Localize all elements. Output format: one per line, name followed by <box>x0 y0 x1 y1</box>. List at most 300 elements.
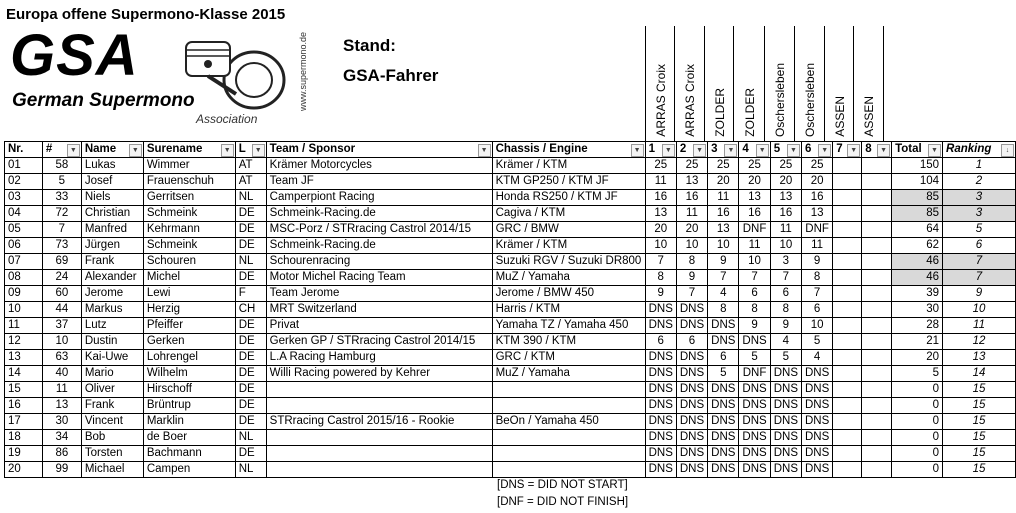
cell-ranking[interactable]: 13 <box>943 350 1016 366</box>
cell-ranking[interactable]: 15 <box>943 398 1016 414</box>
cell-number[interactable]: 69 <box>42 254 81 270</box>
cell-race-5[interactable]: 16 <box>770 206 801 222</box>
cell-team[interactable] <box>266 430 492 446</box>
cell-name[interactable]: Kai-Uwe <box>81 350 143 366</box>
cell-race-6[interactable]: DNF <box>801 222 832 238</box>
cell-race-8[interactable] <box>862 158 892 174</box>
cell-team[interactable]: Team Jerome <box>266 286 492 302</box>
cell-race-8[interactable] <box>862 270 892 286</box>
cell-race-3[interactable]: DNS <box>708 414 739 430</box>
cell-race-6[interactable]: DNS <box>801 462 832 478</box>
cell-country[interactable]: NL <box>235 462 266 478</box>
cell-total[interactable]: 85 <box>892 190 943 206</box>
cell-surname[interactable]: Herzig <box>143 302 235 318</box>
cell-race-8[interactable] <box>862 446 892 462</box>
cell-total[interactable]: 104 <box>892 174 943 190</box>
cell-surname[interactable]: Bachmann <box>143 446 235 462</box>
cell-race-4[interactable]: DNF <box>739 366 770 382</box>
cell-number[interactable]: 58 <box>42 158 81 174</box>
cell-name[interactable]: Oliver <box>81 382 143 398</box>
cell-surname[interactable]: Schouren <box>143 254 235 270</box>
cell-race-4[interactable]: DNS <box>739 414 770 430</box>
cell-total[interactable]: 5 <box>892 366 943 382</box>
cell-race-6[interactable]: 5 <box>801 334 832 350</box>
cell-race-4[interactable]: DNS <box>739 446 770 462</box>
cell-total[interactable]: 62 <box>892 238 943 254</box>
cell-ranking[interactable]: 5 <box>943 222 1016 238</box>
cell-race-1[interactable]: 7 <box>645 254 676 270</box>
cell-name[interactable]: Josef <box>81 174 143 190</box>
filter-dropdown-icon[interactable]: ▼ <box>478 144 491 157</box>
cell-race-5[interactable]: 5 <box>770 350 801 366</box>
cell-nr[interactable]: 20 <box>5 462 43 478</box>
cell-ranking[interactable]: 11 <box>943 318 1016 334</box>
cell-race-7[interactable] <box>833 366 862 382</box>
cell-number[interactable]: 34 <box>42 430 81 446</box>
cell-country[interactable]: DE <box>235 350 266 366</box>
cell-name[interactable]: Torsten <box>81 446 143 462</box>
cell-name[interactable]: Jerome <box>81 286 143 302</box>
cell-race-7[interactable] <box>833 414 862 430</box>
cell-chassis[interactable] <box>492 398 645 414</box>
cell-race-5[interactable]: DNS <box>770 366 801 382</box>
cell-race-6[interactable]: DNS <box>801 366 832 382</box>
cell-team[interactable]: Privat <box>266 318 492 334</box>
cell-country[interactable]: NL <box>235 254 266 270</box>
cell-race-5[interactable]: 8 <box>770 302 801 318</box>
cell-team[interactable] <box>266 382 492 398</box>
cell-name[interactable]: Jürgen <box>81 238 143 254</box>
cell-race-7[interactable] <box>833 158 862 174</box>
cell-race-2[interactable]: DNS <box>676 446 707 462</box>
cell-race-1[interactable]: DNS <box>645 462 676 478</box>
cell-total[interactable]: 28 <box>892 318 943 334</box>
cell-ranking[interactable]: 2 <box>943 174 1016 190</box>
cell-total[interactable]: 0 <box>892 382 943 398</box>
cell-nr[interactable]: 17 <box>5 414 43 430</box>
cell-race-1[interactable]: 11 <box>645 174 676 190</box>
cell-chassis[interactable]: Honda RS250 / KTM JF <box>492 190 645 206</box>
cell-chassis[interactable]: Suzuki RGV / Suzuki DR800 <box>492 254 645 270</box>
cell-race-7[interactable] <box>833 382 862 398</box>
cell-nr[interactable]: 10 <box>5 302 43 318</box>
cell-number[interactable]: 33 <box>42 190 81 206</box>
cell-race-3[interactable]: 7 <box>708 270 739 286</box>
cell-team[interactable]: Schourenracing <box>266 254 492 270</box>
cell-surname[interactable]: Marklin <box>143 414 235 430</box>
cell-total[interactable]: 21 <box>892 334 943 350</box>
cell-race-1[interactable]: 16 <box>645 190 676 206</box>
cell-team[interactable]: Krämer Motorcycles <box>266 158 492 174</box>
cell-name[interactable]: Vincent <box>81 414 143 430</box>
filter-dropdown-icon[interactable]: ▼ <box>847 144 860 157</box>
cell-race-4[interactable]: DNF <box>739 222 770 238</box>
cell-number[interactable]: 30 <box>42 414 81 430</box>
cell-race-2[interactable]: DNS <box>676 382 707 398</box>
cell-country[interactable]: CH <box>235 302 266 318</box>
cell-name[interactable]: Christian <box>81 206 143 222</box>
cell-name[interactable]: Alexander <box>81 270 143 286</box>
filter-dropdown-icon[interactable]: ▼ <box>221 144 234 157</box>
cell-race-7[interactable] <box>833 318 862 334</box>
cell-race-6[interactable]: DNS <box>801 430 832 446</box>
cell-surname[interactable]: Lohrengel <box>143 350 235 366</box>
cell-race-4[interactable]: DNS <box>739 382 770 398</box>
cell-race-3[interactable]: DNS <box>708 334 739 350</box>
cell-race-5[interactable]: 7 <box>770 270 801 286</box>
cell-surname[interactable]: Campen <box>143 462 235 478</box>
cell-nr[interactable]: 13 <box>5 350 43 366</box>
cell-nr[interactable]: 18 <box>5 430 43 446</box>
cell-race-2[interactable]: 16 <box>676 190 707 206</box>
cell-race-3[interactable]: 11 <box>708 190 739 206</box>
cell-team[interactable]: Camperpiont Racing <box>266 190 492 206</box>
cell-name[interactable]: Mario <box>81 366 143 382</box>
cell-race-4[interactable]: DNS <box>739 430 770 446</box>
cell-nr[interactable]: 02 <box>5 174 43 190</box>
cell-total[interactable]: 46 <box>892 254 943 270</box>
cell-race-7[interactable] <box>833 446 862 462</box>
cell-race-6[interactable]: DNS <box>801 382 832 398</box>
filter-dropdown-icon[interactable]: ▼ <box>928 144 941 157</box>
cell-race-7[interactable] <box>833 430 862 446</box>
cell-number[interactable]: 86 <box>42 446 81 462</box>
cell-race-8[interactable] <box>862 302 892 318</box>
cell-number[interactable]: 73 <box>42 238 81 254</box>
cell-race-5[interactable]: 10 <box>770 238 801 254</box>
cell-name[interactable]: Bob <box>81 430 143 446</box>
cell-race-5[interactable]: DNS <box>770 382 801 398</box>
cell-chassis[interactable]: GRC / KTM <box>492 350 645 366</box>
cell-team[interactable]: Schmeink-Racing.de <box>266 238 492 254</box>
cell-country[interactable]: DE <box>235 382 266 398</box>
cell-chassis[interactable]: Jerome / BMW 450 <box>492 286 645 302</box>
cell-chassis[interactable]: Cagiva / KTM <box>492 206 645 222</box>
cell-surname[interactable]: Lewi <box>143 286 235 302</box>
cell-race-5[interactable]: DNS <box>770 414 801 430</box>
cell-race-7[interactable] <box>833 398 862 414</box>
cell-race-2[interactable]: DNS <box>676 318 707 334</box>
cell-name[interactable]: Dustin <box>81 334 143 350</box>
cell-surname[interactable]: Schmeink <box>143 238 235 254</box>
cell-race-6[interactable]: 11 <box>801 238 832 254</box>
cell-race-6[interactable]: 6 <box>801 302 832 318</box>
cell-race-3[interactable]: DNS <box>708 462 739 478</box>
cell-race-5[interactable]: DNS <box>770 462 801 478</box>
cell-race-3[interactable]: DNS <box>708 318 739 334</box>
filter-dropdown-icon[interactable]: ▼ <box>129 144 142 157</box>
cell-race-3[interactable]: 4 <box>708 286 739 302</box>
cell-race-7[interactable] <box>833 334 862 350</box>
cell-race-2[interactable]: 6 <box>676 334 707 350</box>
cell-race-5[interactable]: 9 <box>770 318 801 334</box>
cell-country[interactable]: NL <box>235 190 266 206</box>
cell-chassis[interactable]: Harris / KTM <box>492 302 645 318</box>
cell-name[interactable]: Michael <box>81 462 143 478</box>
cell-race-8[interactable] <box>862 350 892 366</box>
cell-surname[interactable]: Frauenschuh <box>143 174 235 190</box>
cell-race-8[interactable] <box>862 206 892 222</box>
cell-race-1[interactable]: 9 <box>645 286 676 302</box>
cell-name[interactable]: Manfred <box>81 222 143 238</box>
cell-race-3[interactable]: 20 <box>708 174 739 190</box>
cell-nr[interactable]: 06 <box>5 238 43 254</box>
cell-chassis[interactable] <box>492 430 645 446</box>
cell-race-2[interactable]: 9 <box>676 270 707 286</box>
cell-nr[interactable]: 14 <box>5 366 43 382</box>
cell-chassis[interactable]: Krämer / KTM <box>492 238 645 254</box>
cell-race-3[interactable]: 13 <box>708 222 739 238</box>
cell-race-1[interactable]: DNS <box>645 430 676 446</box>
cell-race-1[interactable]: 25 <box>645 158 676 174</box>
cell-race-4[interactable]: 9 <box>739 318 770 334</box>
cell-country[interactable]: DE <box>235 366 266 382</box>
cell-race-2[interactable]: 13 <box>676 174 707 190</box>
cell-name[interactable]: Lukas <box>81 158 143 174</box>
cell-total[interactable]: 0 <box>892 430 943 446</box>
cell-race-7[interactable] <box>833 302 862 318</box>
cell-ranking[interactable]: 7 <box>943 254 1016 270</box>
cell-ranking[interactable]: 14 <box>943 366 1016 382</box>
cell-race-5[interactable]: 20 <box>770 174 801 190</box>
cell-country[interactable]: DE <box>235 270 266 286</box>
cell-team[interactable] <box>266 446 492 462</box>
cell-total[interactable]: 0 <box>892 398 943 414</box>
cell-race-1[interactable]: 20 <box>645 222 676 238</box>
cell-team[interactable]: STRracing Castrol 2015/16 - Rookie <box>266 414 492 430</box>
cell-race-8[interactable] <box>862 318 892 334</box>
cell-race-3[interactable]: 10 <box>708 238 739 254</box>
cell-chassis[interactable]: MuZ / Yamaha <box>492 270 645 286</box>
cell-ranking[interactable]: 15 <box>943 446 1016 462</box>
cell-number[interactable]: 7 <box>42 222 81 238</box>
cell-total[interactable]: 0 <box>892 446 943 462</box>
cell-race-8[interactable] <box>862 414 892 430</box>
cell-surname[interactable]: Pfeiffer <box>143 318 235 334</box>
cell-nr[interactable]: 07 <box>5 254 43 270</box>
cell-race-2[interactable]: DNS <box>676 430 707 446</box>
cell-race-5[interactable]: 3 <box>770 254 801 270</box>
cell-race-8[interactable] <box>862 398 892 414</box>
cell-race-3[interactable]: DNS <box>708 446 739 462</box>
cell-race-6[interactable]: 10 <box>801 318 832 334</box>
cell-ranking[interactable]: 15 <box>943 462 1016 478</box>
cell-race-3[interactable]: 8 <box>708 302 739 318</box>
cell-number[interactable]: 37 <box>42 318 81 334</box>
cell-race-4[interactable]: 11 <box>739 238 770 254</box>
cell-race-2[interactable]: 11 <box>676 206 707 222</box>
cell-name[interactable]: Markus <box>81 302 143 318</box>
cell-race-8[interactable] <box>862 430 892 446</box>
cell-race-1[interactable]: 8 <box>645 270 676 286</box>
cell-total[interactable]: 39 <box>892 286 943 302</box>
cell-race-2[interactable]: DNS <box>676 366 707 382</box>
cell-team[interactable]: L.A Racing Hamburg <box>266 350 492 366</box>
cell-team[interactable]: Schmeink-Racing.de <box>266 206 492 222</box>
cell-race-2[interactable]: 7 <box>676 286 707 302</box>
cell-team[interactable] <box>266 398 492 414</box>
cell-name[interactable]: Frank <box>81 398 143 414</box>
cell-race-8[interactable] <box>862 254 892 270</box>
cell-race-7[interactable] <box>833 270 862 286</box>
cell-race-5[interactable]: 11 <box>770 222 801 238</box>
cell-race-7[interactable] <box>833 286 862 302</box>
filter-dropdown-icon[interactable]: ▼ <box>787 144 800 157</box>
cell-race-4[interactable]: DNS <box>739 398 770 414</box>
filter-dropdown-icon[interactable]: ▼ <box>631 144 644 157</box>
cell-country[interactable]: F <box>235 286 266 302</box>
cell-race-8[interactable] <box>862 238 892 254</box>
filter-dropdown-icon[interactable]: ▼ <box>693 144 706 157</box>
cell-nr[interactable]: 01 <box>5 158 43 174</box>
filter-dropdown-icon[interactable]: ▼ <box>724 144 737 157</box>
cell-name[interactable]: Lutz <box>81 318 143 334</box>
filter-dropdown-icon[interactable]: ▼ <box>662 144 675 157</box>
cell-race-3[interactable]: 16 <box>708 206 739 222</box>
filter-dropdown-icon[interactable]: ▼ <box>252 144 265 157</box>
cell-nr[interactable]: 04 <box>5 206 43 222</box>
cell-race-1[interactable]: DNS <box>645 302 676 318</box>
cell-race-2[interactable]: DNS <box>676 462 707 478</box>
cell-race-5[interactable]: 4 <box>770 334 801 350</box>
cell-number[interactable]: 13 <box>42 398 81 414</box>
cell-ranking[interactable]: 12 <box>943 334 1016 350</box>
cell-surname[interactable]: Schmeink <box>143 206 235 222</box>
cell-nr[interactable]: 03 <box>5 190 43 206</box>
cell-surname[interactable]: Gerken <box>143 334 235 350</box>
cell-race-7[interactable] <box>833 174 862 190</box>
cell-race-4[interactable]: 10 <box>739 254 770 270</box>
cell-country[interactable]: DE <box>235 334 266 350</box>
cell-race-2[interactable]: DNS <box>676 414 707 430</box>
cell-country[interactable]: NL <box>235 430 266 446</box>
cell-number[interactable]: 99 <box>42 462 81 478</box>
cell-race-8[interactable] <box>862 382 892 398</box>
cell-race-3[interactable]: 9 <box>708 254 739 270</box>
cell-nr[interactable]: 11 <box>5 318 43 334</box>
cell-race-8[interactable] <box>862 286 892 302</box>
cell-race-4[interactable]: 13 <box>739 190 770 206</box>
cell-ranking[interactable]: 1 <box>943 158 1016 174</box>
cell-country[interactable]: AT <box>235 158 266 174</box>
cell-race-2[interactable]: 25 <box>676 158 707 174</box>
cell-race-4[interactable]: 25 <box>739 158 770 174</box>
cell-race-6[interactable]: DNS <box>801 446 832 462</box>
cell-race-7[interactable] <box>833 350 862 366</box>
cell-race-1[interactable]: DNS <box>645 414 676 430</box>
cell-race-6[interactable]: 4 <box>801 350 832 366</box>
cell-surname[interactable]: Wimmer <box>143 158 235 174</box>
cell-race-3[interactable]: 25 <box>708 158 739 174</box>
cell-ranking[interactable]: 6 <box>943 238 1016 254</box>
cell-race-5[interactable]: 25 <box>770 158 801 174</box>
cell-race-5[interactable]: DNS <box>770 398 801 414</box>
cell-race-7[interactable] <box>833 238 862 254</box>
cell-surname[interactable]: Gerritsen <box>143 190 235 206</box>
cell-nr[interactable]: 15 <box>5 382 43 398</box>
filter-dropdown-icon[interactable]: ▼ <box>67 144 80 157</box>
cell-ranking[interactable]: 3 <box>943 206 1016 222</box>
cell-surname[interactable]: Hirschoff <box>143 382 235 398</box>
cell-race-8[interactable] <box>862 190 892 206</box>
cell-total[interactable]: 85 <box>892 206 943 222</box>
cell-race-7[interactable] <box>833 462 862 478</box>
cell-race-7[interactable] <box>833 190 862 206</box>
cell-race-4[interactable]: 6 <box>739 286 770 302</box>
cell-surname[interactable]: de Boer <box>143 430 235 446</box>
cell-nr[interactable]: 09 <box>5 286 43 302</box>
cell-race-2[interactable]: 10 <box>676 238 707 254</box>
cell-chassis[interactable] <box>492 382 645 398</box>
cell-race-6[interactable]: DNS <box>801 414 832 430</box>
filter-dropdown-icon[interactable]: ▼ <box>756 144 769 157</box>
cell-race-2[interactable]: 20 <box>676 222 707 238</box>
cell-country[interactable]: DE <box>235 446 266 462</box>
cell-name[interactable]: Niels <box>81 190 143 206</box>
cell-number[interactable]: 60 <box>42 286 81 302</box>
cell-chassis[interactable]: MuZ / Yamaha <box>492 366 645 382</box>
cell-chassis[interactable]: Yamaha TZ / Yamaha 450 <box>492 318 645 334</box>
cell-number[interactable]: 11 <box>42 382 81 398</box>
cell-country[interactable]: DE <box>235 414 266 430</box>
cell-race-1[interactable]: DNS <box>645 318 676 334</box>
cell-race-4[interactable]: 8 <box>739 302 770 318</box>
cell-total[interactable]: 150 <box>892 158 943 174</box>
cell-race-4[interactable]: 7 <box>739 270 770 286</box>
cell-race-1[interactable]: DNS <box>645 398 676 414</box>
cell-team[interactable] <box>266 462 492 478</box>
cell-race-4[interactable]: DNS <box>739 334 770 350</box>
cell-ranking[interactable]: 15 <box>943 382 1016 398</box>
cell-race-3[interactable]: DNS <box>708 382 739 398</box>
cell-name[interactable]: Frank <box>81 254 143 270</box>
cell-race-1[interactable]: 6 <box>645 334 676 350</box>
filter-dropdown-icon[interactable]: ▼ <box>877 144 890 157</box>
cell-race-6[interactable]: 25 <box>801 158 832 174</box>
cell-ranking[interactable]: 15 <box>943 414 1016 430</box>
cell-nr[interactable]: 05 <box>5 222 43 238</box>
cell-race-5[interactable]: 6 <box>770 286 801 302</box>
cell-race-1[interactable]: DNS <box>645 366 676 382</box>
cell-race-5[interactable]: DNS <box>770 430 801 446</box>
cell-surname[interactable]: Wilhelm <box>143 366 235 382</box>
cell-total[interactable]: 0 <box>892 414 943 430</box>
cell-race-4[interactable]: 16 <box>739 206 770 222</box>
cell-team[interactable]: MRT Switzerland <box>266 302 492 318</box>
cell-ranking[interactable]: 15 <box>943 430 1016 446</box>
cell-number[interactable]: 72 <box>42 206 81 222</box>
filter-dropdown-icon[interactable]: ↓ <box>1001 144 1014 157</box>
cell-race-8[interactable] <box>862 366 892 382</box>
cell-surname[interactable]: Brüntrup <box>143 398 235 414</box>
cell-race-1[interactable]: 13 <box>645 206 676 222</box>
cell-race-7[interactable] <box>833 254 862 270</box>
cell-total[interactable]: 20 <box>892 350 943 366</box>
cell-chassis[interactable]: BeOn / Yamaha 450 <box>492 414 645 430</box>
cell-team[interactable]: MSC-Porz / STRracing Castrol 2014/15 <box>266 222 492 238</box>
cell-country[interactable]: DE <box>235 398 266 414</box>
cell-race-8[interactable] <box>862 334 892 350</box>
cell-race-4[interactable]: 5 <box>739 350 770 366</box>
cell-ranking[interactable]: 7 <box>943 270 1016 286</box>
cell-country[interactable]: DE <box>235 222 266 238</box>
cell-number[interactable]: 24 <box>42 270 81 286</box>
cell-race-7[interactable] <box>833 222 862 238</box>
cell-race-3[interactable]: DNS <box>708 398 739 414</box>
cell-team[interactable]: Willi Racing powered by Kehrer <box>266 366 492 382</box>
cell-race-2[interactable]: DNS <box>676 398 707 414</box>
cell-total[interactable]: 46 <box>892 270 943 286</box>
